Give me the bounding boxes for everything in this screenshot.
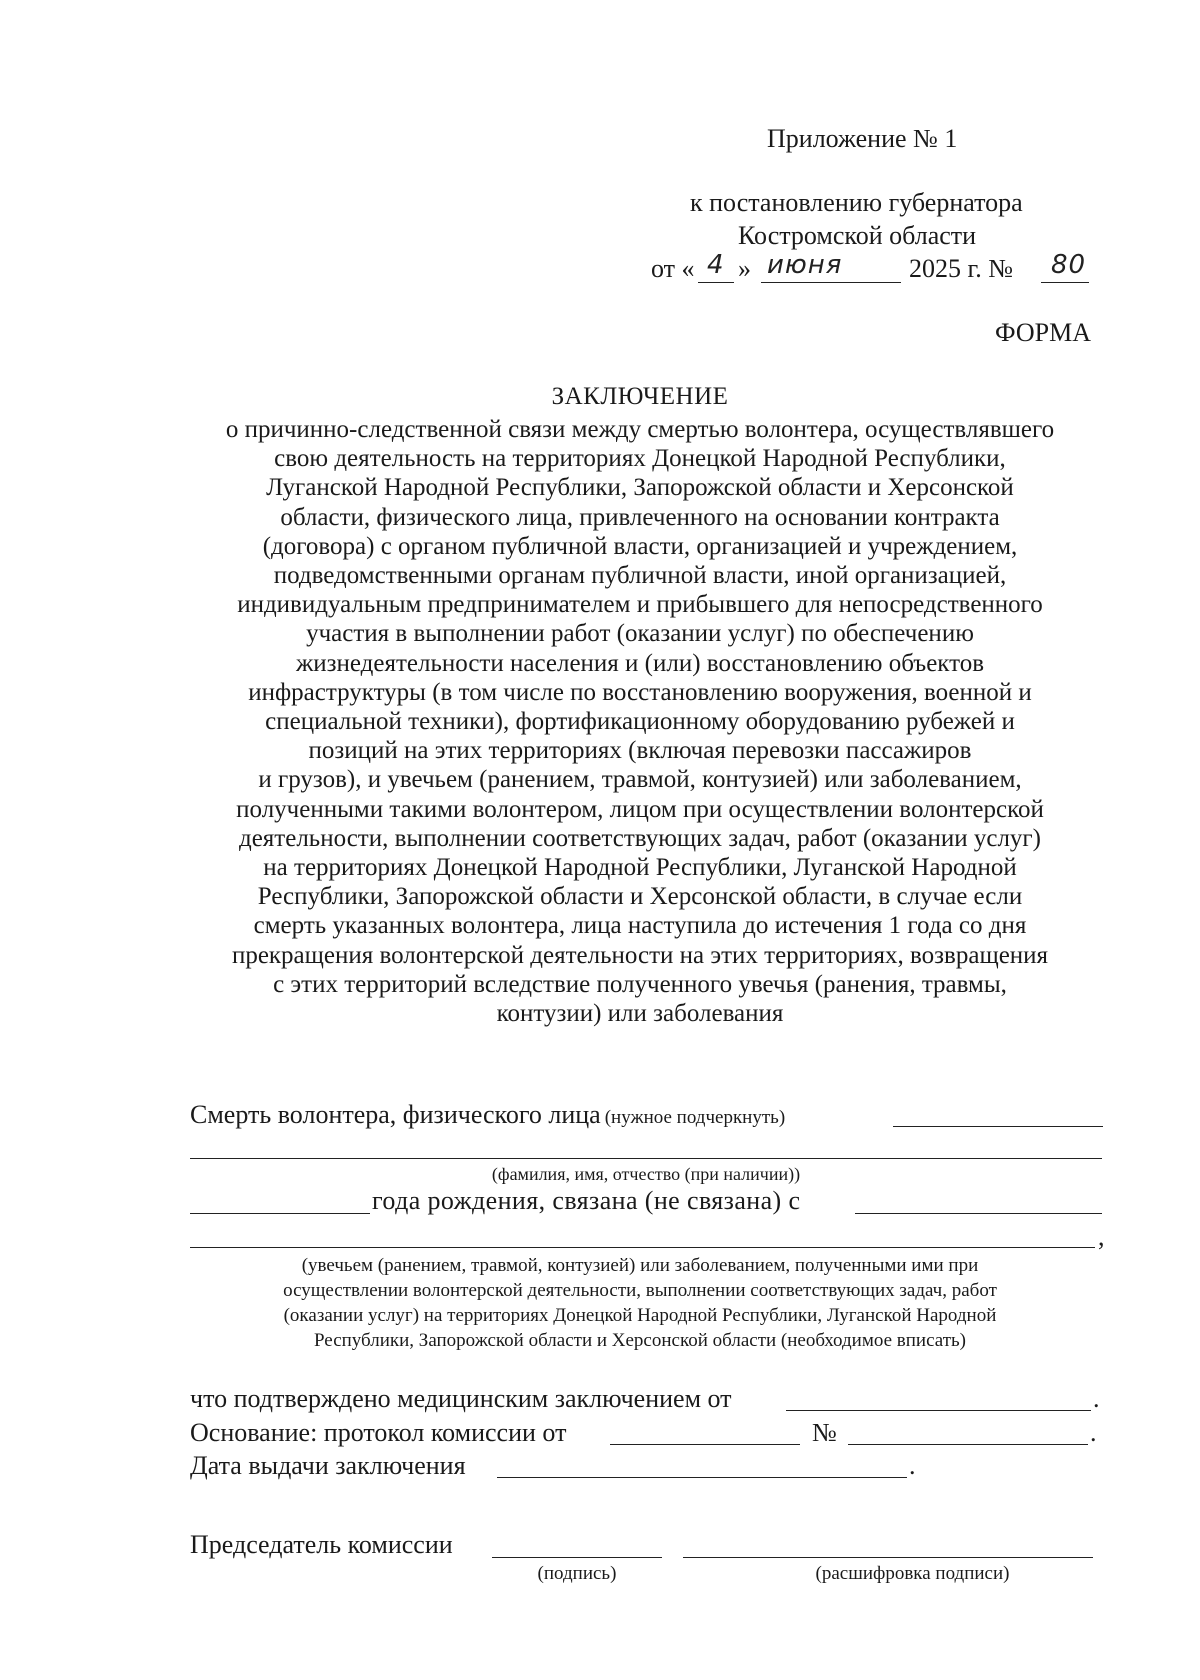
injury-caption-line: Республики, Запорожской области и Херсонской области (необходимое вписать) xyxy=(313,1330,966,1351)
issue-date-text: Дата выдачи заключения xyxy=(190,1451,466,1480)
issue-period: . xyxy=(909,1451,916,1480)
resolution-label: к постановлению губернатора xyxy=(690,188,1023,217)
date-prefix: от « xyxy=(651,254,695,283)
protocol-number-field[interactable] xyxy=(848,1444,1088,1445)
birth-line-text: года рождения, связана (не связана) с xyxy=(372,1186,801,1215)
title-line: участия в выполнении работ (оказании услуг) по обеспечению xyxy=(306,620,974,648)
title-description xyxy=(180,415,1100,1028)
title-line: инфраструктуры (в том числе по восстановлению вооружения, военной и xyxy=(248,678,1032,706)
form-label: ФОРМА xyxy=(995,318,1091,347)
title-line: области, физического лица, привлеченного на основании контракта xyxy=(280,503,1000,531)
title-line: (договора) с органом публичной власти, организацией и учреждением, xyxy=(262,532,1018,560)
injury-caption-line: (оказании услуг) на территориях Донецкой Народной Республики, Луганской Народной xyxy=(283,1305,997,1326)
title-line: смерть указанных волонтера, лица наступила до истечения 1 года со дня xyxy=(253,912,1027,940)
protocol-number-sign: № xyxy=(812,1418,837,1447)
date-mid: » xyxy=(738,254,751,283)
title-line: свою деятельность на территориях Донецкой Народной Республики, xyxy=(274,445,1006,473)
title-line: Луганской Народной Республики, Запорожской области и Херсонской xyxy=(266,474,1014,502)
medical-date-field[interactable] xyxy=(786,1410,1091,1411)
birth-year-field[interactable] xyxy=(190,1213,370,1214)
issue-date-field[interactable] xyxy=(497,1477,907,1478)
medical-period: . xyxy=(1093,1384,1100,1413)
basis-line-text: Основание: протокол комиссии от xyxy=(190,1418,567,1447)
protocol-date-field[interactable] xyxy=(610,1444,800,1445)
connection-field[interactable] xyxy=(855,1213,1102,1214)
death-line xyxy=(190,1100,785,1130)
title-line: деятельности, выполнении соответствующих задач, работ (оказании услуг) xyxy=(238,824,1042,852)
date-year: 2025 г. № xyxy=(909,254,1014,283)
basis-period: . xyxy=(1090,1418,1097,1447)
date-day-handwritten: 4 xyxy=(707,250,725,280)
document-title: ЗАКЛЮЧЕНИЕ xyxy=(551,383,729,410)
date-month-underline xyxy=(761,282,901,283)
injury-comma: , xyxy=(1098,1222,1105,1251)
region-label: Костромской области xyxy=(738,221,977,250)
resolution-date-line xyxy=(651,250,1101,290)
injury-field[interactable] xyxy=(190,1247,1095,1248)
title-line: жизнедеятельности населения и (или) восстановлению объектов xyxy=(295,649,985,677)
injury-caption-line: (увечьем (ранением, травмой, контузией) или заболеванием, полученными ими при xyxy=(301,1255,979,1276)
title-line: подведомственными органам публичной власти, иной организацией, xyxy=(273,562,1007,590)
title-line: Республики, Запорожской области и Херсонской области, в случае если xyxy=(257,883,1023,911)
doc-number-handwritten: 80 xyxy=(1051,250,1087,280)
date-day-underline xyxy=(698,282,734,283)
death-subject-field[interactable] xyxy=(893,1126,1103,1127)
chairman-decoding-field[interactable] xyxy=(683,1557,1093,1558)
medical-line-text: что подтверждено медицинским заключением от xyxy=(190,1384,732,1413)
title-line: прекращения волонтерской деятельности на этих территориях, возвращения xyxy=(231,941,1049,969)
title-line: контузии) или заболевания xyxy=(496,1000,784,1028)
death-line-text: Смерть волонтера, физического лица xyxy=(190,1100,601,1129)
fio-caption: (фамилия, имя, отчество (при наличии)) xyxy=(491,1164,801,1184)
title-line: с этих территорий вследствие полученного увечья (ранения, травмы, xyxy=(273,970,1007,998)
signature-caption: (подпись) xyxy=(537,1563,617,1584)
title-line: специальной техники), фортификационному оборудованию рубежей и xyxy=(265,708,1015,736)
decoding-caption: (расшифровка подписи) xyxy=(815,1563,1010,1584)
title-line: на территориях Донецкой Народной Республики, Луганской Народной xyxy=(263,854,1017,882)
chairman-signature-field[interactable] xyxy=(492,1557,662,1558)
chairman-label: Председатель комиссии xyxy=(190,1530,453,1559)
title-line: позиций на этих территориях (включая перевозки пассажиров xyxy=(308,737,972,765)
fio-field[interactable] xyxy=(190,1158,1102,1159)
appendix-label: Приложение № 1 xyxy=(767,124,958,153)
injury-caption-line: осуществлении волонтерской деятельности, выполнении соответствующих задач, работ xyxy=(283,1280,997,1301)
title-line: и грузов), и увечьем (ранением, травмой, контузией) или заболеванием, xyxy=(258,766,1022,794)
date-month-handwritten: июня xyxy=(767,250,843,280)
doc-number-underline xyxy=(1041,282,1089,283)
injury-caption xyxy=(185,1253,1095,1353)
title-line: о причинно-следственной связи между смертью волонтера, осуществлявшего xyxy=(225,416,1055,443)
death-line-hint: (нужное подчеркнуть) xyxy=(604,1107,786,1128)
title-line: полученными такими волонтером, лицом при осуществлении волонтерской xyxy=(236,795,1044,823)
title-line: индивидуальным предпринимателем и прибывшего для непосредственного xyxy=(237,591,1043,619)
